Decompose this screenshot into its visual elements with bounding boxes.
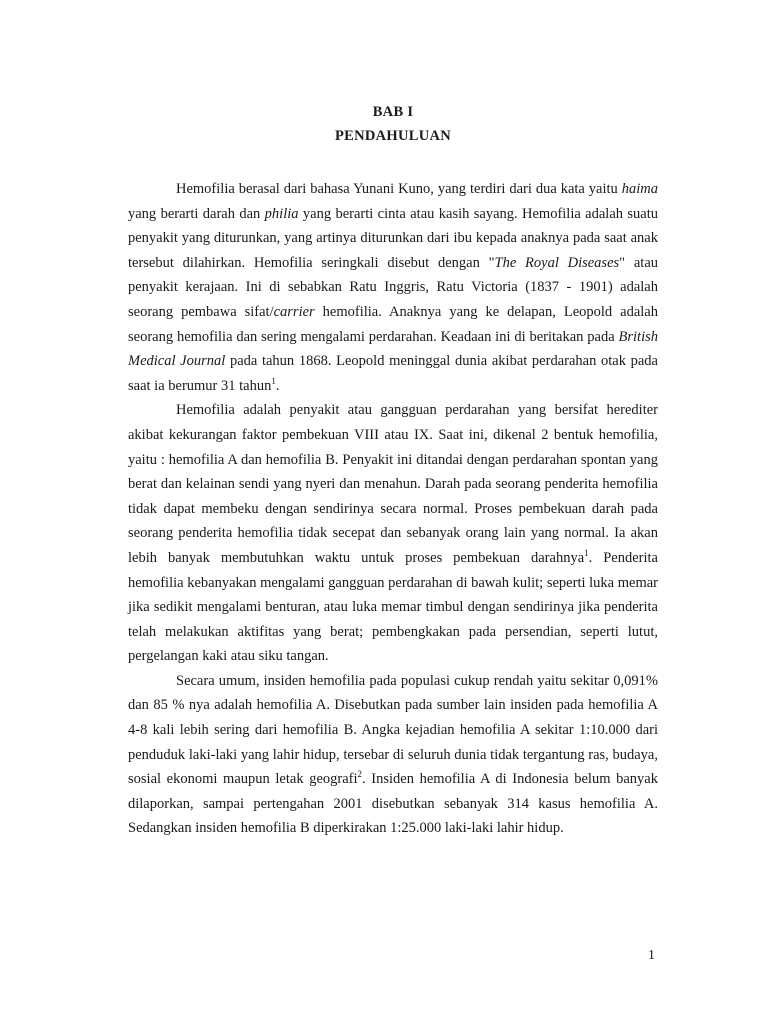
paragraph-text: yang berarti darah dan [128, 205, 265, 222]
paragraph-text: hemofilia. Anaknya yang ke delapan, Leopold adalah seorang hemofilia dan sering mengalami perdarahan. Keadaan ini di beritakan pada [128, 303, 658, 345]
paragraph-text: . Insiden hemofilia A di Indonesia belum banyak dilaporkan, sampai pertengahan 2001 disebutkan sebanyak 314 kasus hemofilia A. Sedangkan insiden hemofilia B diperkirakan 1:25.000 laki-laki lahir hidup. [128, 771, 658, 837]
italic-text: haima [621, 181, 658, 197]
italic-text: British Medical Journal [128, 328, 658, 370]
chapter-title: PENDAHULUAN [334, 128, 452, 144]
paragraph-text: . Penderita hemofilia kebanyakan mengalami gangguan perdarahan di bawah kulit; seperti luka memar jika sedikit mengalami benturan, atau luka memar timbul dengan sendirinya jika penderita telah melakukan aktifitas yang berat; pembengkakan pada persendian, seperti lutut, pergelangan kaki atau siku tangan. [128, 549, 658, 665]
paragraph-3 [128, 669, 658, 841]
italic-text: philia [264, 205, 299, 222]
document-body [128, 177, 658, 841]
paragraph-2 [128, 398, 658, 669]
paragraph-text: Secara umum, insiden hemofilia pada populasi cukup rendah yaitu sekitar 0,091% dan 85 % nya adalah hemofilia A. Disebutkan pada sumber lain insiden pada hemofilia A 4-8 kali lebih sering dari hemofilia B. Angka kejadian hemofilia A sekitar 1:10.000 dari penduduk laki-laki yang lahir hidup, tersebar di seluruh dunia tidak tergantung ras, budaya, sosial ekonomi maupun letak geografi [128, 672, 658, 788]
chapter-label: BAB I [372, 104, 414, 120]
paragraph-text: " atau penyakit kerajaan. Ini di sebabkan Ratu Inggris, Ratu Victoria (1837 - 1901) adalah seorang pembawa sifat/ [128, 254, 659, 320]
paragraph-1 [128, 177, 658, 398]
paragraph-text: yang berarti cinta atau kasih sayang. Hemofilia adalah suatu penyakit yang diturunkan, yang artinya diturunkan dari ibu kepada anaknya pada saat anak tersebut dilahirkan. Hemofilia seringkali disebut dengan " [128, 205, 658, 271]
italic-text: carrier [273, 303, 315, 320]
italic-text: The Royal Diseases [494, 254, 620, 271]
footnote-ref: 2 [357, 769, 363, 780]
paragraph-text: Hemofilia adalah penyakit atau gangguan perdarahan yang bersifat herediter akibat kekurangan faktor pembekuan VIII atau IX. Saat ini, dikenal 2 bentuk hemofilia, yaitu : hemofilia A dan hemofilia B. Penyakit ini ditandai dengan perdarahan spontan yang berat dan kelainan sendi yang nyeri dan menahun. Darah pada seorang penderita hemofilia tidak dapat membeku dengan sendirinya secara normal. Proses pembekuan darah pada seorang penderita hemofilia tidak secepat dan sebanyak orang lain yang normal. Ia akan lebih banyak membutuhkan waktu untuk proses pembekuan darahnya [128, 402, 658, 566]
footnote-ref: 1 [584, 548, 589, 559]
page-number: 1 [648, 948, 655, 963]
footnote-ref: 1 [271, 375, 276, 386]
paragraph-text: Hemofilia berasal dari bahasa Yunani Kuno, yang terdiri dari dua kata yaitu [176, 181, 622, 197]
paragraph-text: . [275, 377, 280, 394]
paragraph-text: pada tahun 1868. Leopold meninggal dunia akibat perdarahan otak pada saat ia berumur 31 tahun [128, 353, 658, 394]
